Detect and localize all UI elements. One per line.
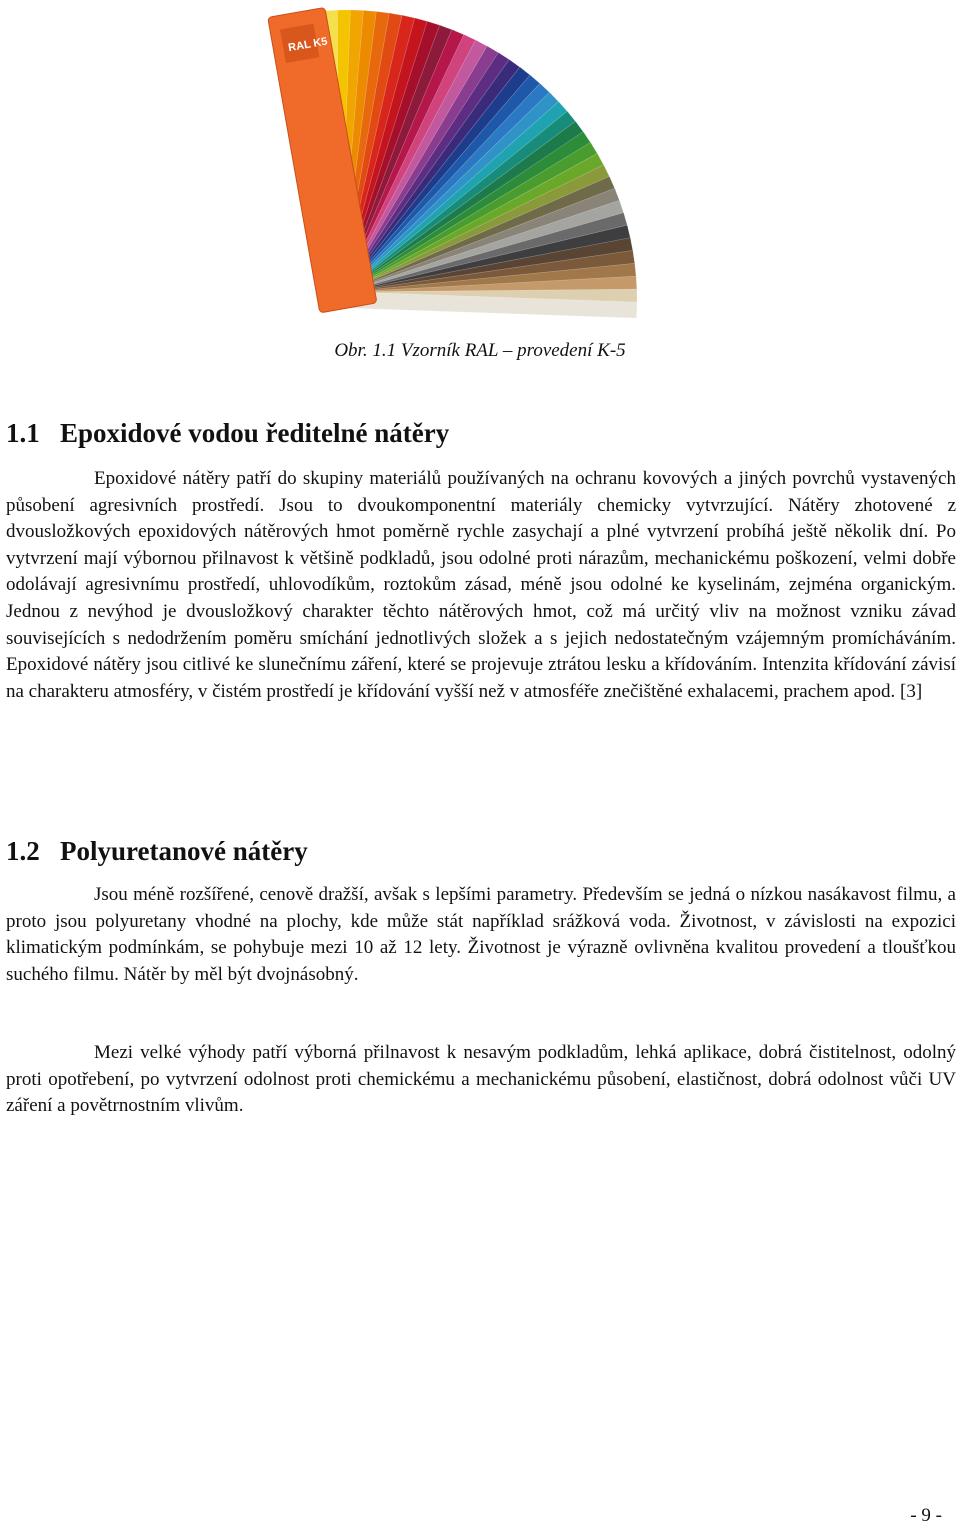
ral-color-fan-figure — [287, 0, 640, 328]
figure-caption: Obr. 1.1 Vzorník RAL – provedení K-5 — [334, 340, 626, 361]
fan-cover-logo-text: RAL K5 — [287, 35, 329, 55]
page-number: - 9 - — [910, 1505, 942, 1526]
paragraph-polyurethane-1: Jsou méně rozšířené, cenově dražší, avšak s lepšími parametry. Především se jedná o nízkou nasákavost filmu, a proto jsou polyuretany vhodné na plochy, kde může stát například srážková voda. Životnost, v závislosti na expozici klimatickým podmínkám, se pohybuje mezi 10 až 12 lety. Životnost je výrazně ovlivněna kvalitou provedení a tloušťkou suchého filmu. Nátěr by měl být dvojnásobný. — [6, 884, 956, 985]
ral-color-fan-icon — [287, 0, 640, 328]
paragraph-polyurethane-2: Mezi velké výhody patří výborná přilnavost k nesavým podkladům, lehká aplikace, dobrá čistitelnost, odolný proti opotřebení, po vytvrzení odolnost proti chemickému a mechanickému působení, elastičnost, dobrá odolnost vůči UV záření a povětrnostním vlivům. — [6, 1042, 956, 1117]
section-number: 1.2 — [6, 836, 40, 866]
section-number: 1.1 — [6, 418, 40, 448]
section-title: Epoxidové vodou ředitelné nátěry — [60, 418, 450, 448]
section-heading-1-1 — [6, 418, 449, 449]
section-heading-1-2 — [6, 836, 308, 867]
paragraph-epoxy: Epoxidové nátěry patří do skupiny materiálů používaných na ochranu kovových a jiných povrchů vystavených působení agresivních prostředí. Jsou to dvoukomponentní materiály chemicky vytvrzující. Nátěry zhotovené z dvousložkových epoxidových nátěrových hmot poměrně rychle zasychají a plné vytvrzení probíhá ještě několik dní. Po vytvrzení mají výbornou přilnavost k většině podkladů, jsou odolné proti nárazům, mechanickému poškození, velmi dobře odolávají agresivnímu prostředí, uhlovodíkům, roztokům zásad, méně jsou odolné ke kyselinám, zejména organickým. Jednou z nevýhod je dvousložkový charakter těchto nátěrových hmot, což má určitý vliv na možnost vzniku závad souvisejících s nedodržením poměru smíchání jednotlivých složek a s jejich nedostatečným vzájemným promícháváním. Epoxidové nátěry jsou citlivé ke slunečnímu záření, které se projevuje ztrátou lesku a křídováním. Intenzita křídování závisí na charakteru atmosféry, v čistém prostředí je křídování vyšší než v atmosféře znečištěné exhalacemi, prachem apod. [3] — [6, 468, 956, 702]
section-title: Polyuretanové nátěry — [60, 836, 308, 866]
